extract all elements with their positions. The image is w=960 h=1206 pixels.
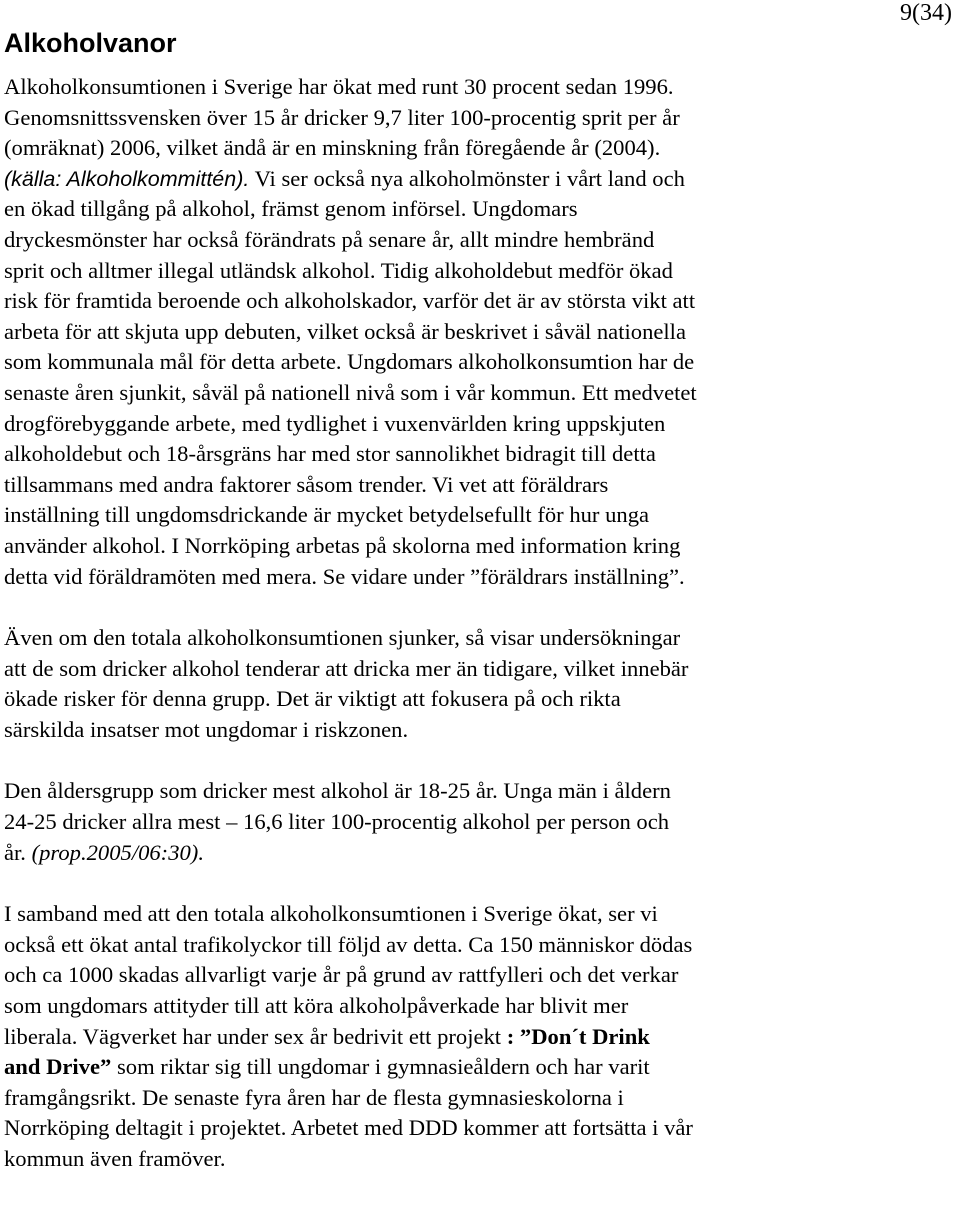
text-line: sprit och alltmer illegal utländsk alkohol. Tidig alkoholdebut medför ökad [4,257,673,283]
text-line: framgångsrikt. De senaste fyra åren har de flesta gymnasieskolorna i [4,1084,624,1110]
project-name: : ”Don´t Drink [506,1023,650,1049]
text-line [4,1022,952,1053]
text-line: senaste åren sjunkit, såväl på nationell nivå som i vår kommun. Ett medvetet [4,379,697,405]
text-line: drogförebyggande arbete, med tydlighet i vuxenvärlden kring uppskjuten [4,410,666,436]
text-line: dryckesmönster har också förändrats på senare år, allt mindre hembränd [4,226,655,252]
text-line: arbeta för att skjuta upp debuten, vilket också är beskrivet i såväl nationella [4,318,686,344]
source-citation: (prop.2005/06:30). [31,839,204,865]
text-run: liberala. Vägverket har under sex år bedrivit ett projekt [4,1023,507,1049]
text-line: Den åldersgrupp som dricker mest alkohol är 18-25 år. Unga män i åldern [4,778,671,804]
document-body [4,72,952,1206]
section-heading: Alkoholvanor [4,28,177,58]
project-name: and Drive” [4,1054,112,1080]
text-line: särskilda insatser mot ungdomar i riskzonen. [4,716,409,742]
text-line: ökade risker för denna grupp. Det är viktigt att fokusera på och rikta [4,686,621,712]
text-line: detta vid föräldramöten med mera. Se vidare under ”föräldrars inställning”. [4,563,685,589]
text-line [4,838,952,869]
paragraph-risk-groups [4,623,952,745]
text-line [4,1052,952,1083]
text-run: år. [4,839,32,865]
paragraph-alcohol-consumption [4,72,952,592]
text-line: risk för framtida beroende och alkoholskador, varför det är av största vikt att [4,288,696,314]
text-line: en ökad tillgång på alkohol, främst genom införsel. Ungdomars [4,196,578,222]
text-line: 24-25 dricker allra mest – 16,6 liter 100-procentig alkohol per person och [4,809,670,835]
text-line: att de som dricker alkohol tenderar att dricka mer än tidigare, vilket innebär [4,655,689,681]
text-line: I samband med att den totala alkoholkonsumtionen i Sverige ökat, ser vi [4,901,658,927]
text-line: Norrköping deltagit i projektet. Arbetet med DDD kommer att fortsätta i vår [4,1115,693,1141]
text-run: som riktar sig till ungdomar i gymnasieåldern och har varit [111,1054,650,1080]
text-line: Även om den totala alkoholkonsumtionen sjunker, så visar undersökningar [4,625,681,651]
text-line: Genomsnittssvensken över 15 år dricker 9,7 liter 100-procentig sprit per år [4,104,680,130]
text-line: inställning till ungdomsdrickande är mycket betydelsefullt för hur unga [4,502,650,528]
text-line: också ett ökat antal trafikolyckor till följd av detta. Ca 150 människor dödas [4,931,693,957]
text-line: använder alkohol. I Norrköping arbetas på skolorna med information kring [4,532,681,558]
text-line: alkoholdebut och 18-årsgräns har med stor sannolikhet bidragit till detta [4,441,656,467]
text-line: Alkoholkonsumtionen i Sverige har ökat med runt 30 procent sedan 1996. [4,74,674,99]
text-line [4,164,952,195]
text-run: Vi ser också nya alkoholmönster i vårt land och [249,165,685,191]
text-line: och ca 1000 skadas allvarligt varje år på grund av rattfylleri och det verkar [4,962,679,988]
text-line: (omräknat) 2006, vilket ändå är en minskning från föregående år (2004). [4,135,661,161]
text-line: som kommunala mål för detta arbete. Ungdomars alkoholkonsumtion har de [4,349,695,375]
text-line: kommun även framöver. [4,1146,226,1171]
page-number: 9(34) [900,0,952,26]
text-line: tillsammans med andra faktorer såsom trender. Vi vet att föräldrars [4,471,609,497]
text-line: som ungdomars attityder till att köra alkoholpåverkade har blivit mer [4,993,629,1019]
source-citation: (källa: Alkoholkommittén). [4,166,250,191]
paragraph-traffic-accidents [4,899,952,1174]
paragraph-age-group [4,776,952,868]
